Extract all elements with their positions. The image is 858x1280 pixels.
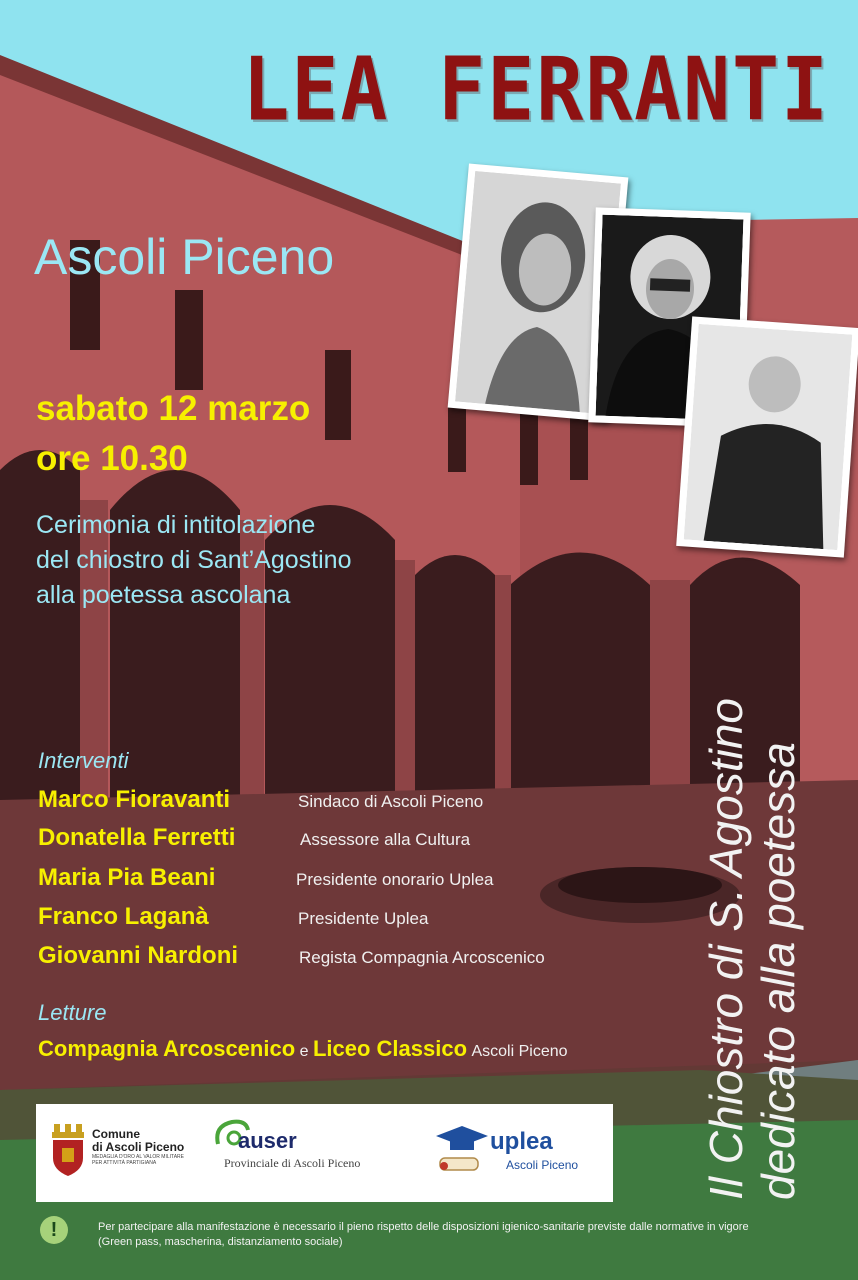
- vertical-caption: [690, 560, 820, 1210]
- readings-group-1: Compagnia Arcoscenico: [38, 1036, 296, 1061]
- description-line: del chiostro di Sant’Agostino: [36, 546, 352, 574]
- poster-title: LEA FERRANTI: [242, 40, 830, 141]
- auser-logo: [212, 1116, 402, 1186]
- readings-group-2: Liceo Classico: [312, 1036, 468, 1061]
- event-time: ore 10.30: [36, 439, 188, 478]
- speaker-role: Assessore alla Cultura: [300, 830, 471, 849]
- speaker-role: Regista Compagnia Arcoscenico: [299, 948, 545, 967]
- comune-medal-line2: PER ATTIVITÀ PARTIGIANA: [92, 1160, 157, 1166]
- speaker-row: [38, 942, 658, 980]
- speaker-row: [38, 824, 658, 862]
- comune-line1: Comune: [92, 1127, 140, 1141]
- speaker-name: Maria Pia Beani: [38, 864, 216, 891]
- vertical-caption-line1: Il Chiostro di S. Agostino: [700, 698, 752, 1200]
- readings-heading: Letture: [38, 1000, 107, 1025]
- readings-conjunction: e: [299, 1043, 309, 1060]
- graduation-cap-icon: [434, 1122, 488, 1176]
- speaker-role: Sindaco di Ascoli Piceno: [298, 792, 484, 811]
- notice-line1: Per partecipare alla manifestazione è necessario il pieno rispetto delle disposizioni igienico-sanitarie previste dalle normative in vigore: [98, 1221, 749, 1233]
- vertical-caption-line2: dedicato alla poetessa: [752, 742, 804, 1200]
- coat-of-arms-icon: [50, 1124, 86, 1176]
- speaker-name: Donatella Ferretti: [38, 824, 236, 851]
- description-line: Cerimonia di intitolazione: [36, 511, 316, 539]
- speaker-role: Presidente onorario Uplea: [296, 870, 494, 889]
- readings-line: [38, 1036, 568, 1062]
- comune-medal-line1: MEDAGLIA D'ORO AL VALOR MILITARE: [92, 1154, 184, 1160]
- speaker-row: [38, 864, 658, 902]
- portrait-photo-3: [676, 316, 858, 557]
- speaker-name: Marco Fioravanti: [38, 786, 231, 813]
- speaker-name: Franco Laganà: [38, 903, 209, 930]
- speaker-row: [38, 903, 658, 941]
- city-name: Ascoli Piceno: [34, 229, 335, 285]
- notice-line2: (Green pass, mascherina, distanziamento sociale): [98, 1236, 343, 1248]
- auser-name: auser: [238, 1128, 297, 1153]
- exclamation-icon: !: [40, 1216, 68, 1244]
- event-date: sabato 12 marzo: [36, 389, 311, 428]
- event-datetime: [36, 384, 310, 484]
- speaker-row: [38, 786, 658, 824]
- event-description: [36, 508, 351, 613]
- speaker-name: Giovanni Nardoni: [38, 942, 239, 969]
- health-notice: [98, 1220, 838, 1250]
- uplea-subtitle: Ascoli Piceno: [506, 1158, 579, 1172]
- speakers-heading: Interventi: [38, 748, 129, 773]
- description-line: alla poetessa ascolana: [36, 581, 291, 609]
- uplea-name: uplea: [490, 1128, 553, 1155]
- sponsor-logos: [36, 1104, 613, 1202]
- comune-line2: di Ascoli Piceno: [92, 1140, 185, 1154]
- auser-subtitle: Provinciale di Ascoli Piceno: [224, 1156, 361, 1170]
- comune-logo: [50, 1124, 200, 1184]
- uplea-logo: [434, 1122, 604, 1188]
- readings-place: Ascoli Piceno: [471, 1043, 568, 1060]
- speaker-role: Presidente Uplea: [298, 909, 429, 928]
